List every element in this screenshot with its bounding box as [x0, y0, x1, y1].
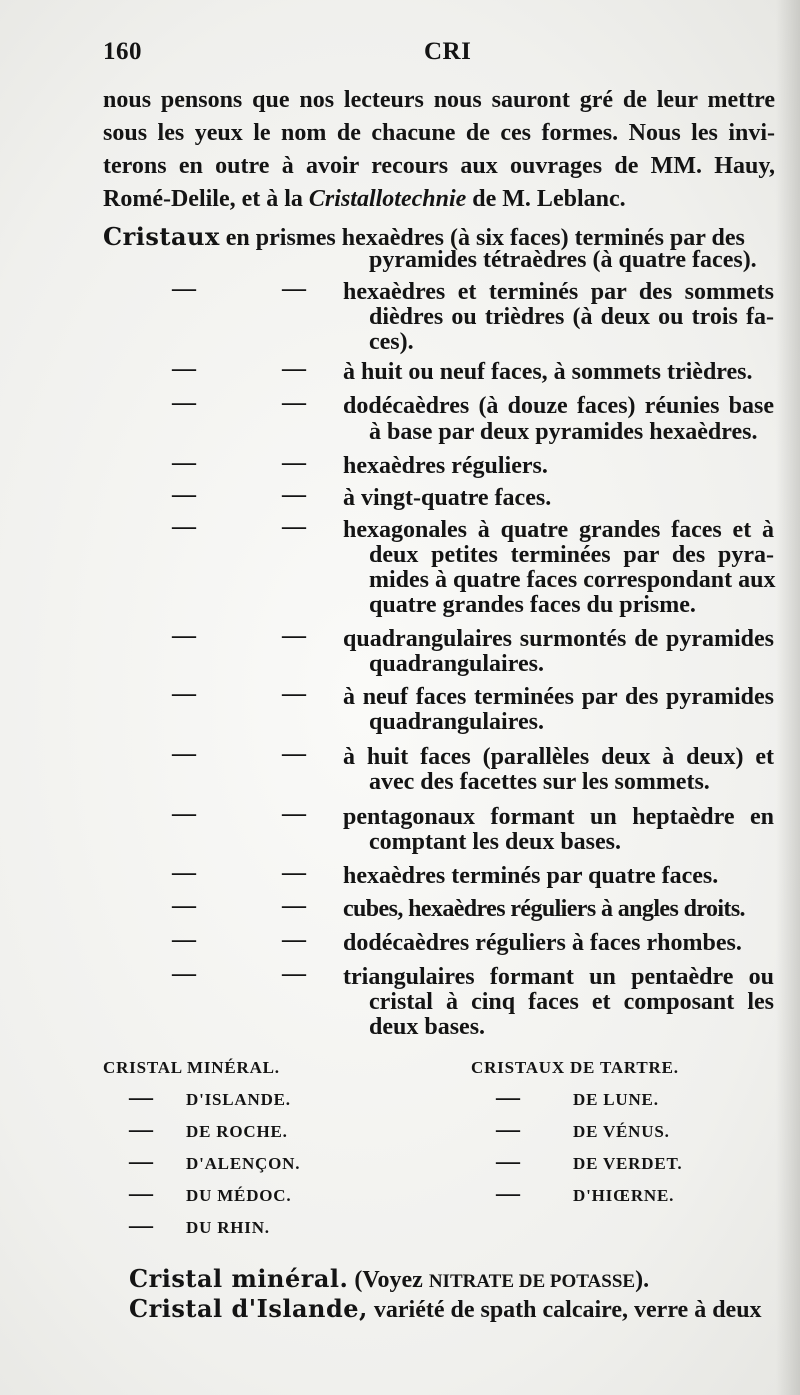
ditto-dash: —	[172, 450, 196, 476]
footer-entry-1-smallcaps: NITRATE DE POTASSE	[428, 1271, 636, 1292]
ditto-dash: —	[172, 681, 196, 707]
entry-10-first: pentagonaux formant un heptaèdre en	[343, 804, 774, 830]
entry-14-cont-1: cristal à cinq faces et composant les	[369, 989, 774, 1015]
entry-7-cont-1: quadrangulaires.	[369, 651, 544, 677]
entry-keyword: Cristaux	[103, 222, 220, 251]
entry-12-first: cubes, hexaèdres réguliers à angles droits.	[343, 896, 745, 922]
ditto-dash: —	[129, 1149, 153, 1175]
ditto-dash: —	[172, 860, 196, 886]
entry-9-first: à huit faces (parallèles deux à deux) et	[343, 744, 774, 770]
ditto-dash: —	[172, 623, 196, 649]
ditto-dash: —	[172, 741, 196, 767]
entry-14-first: triangulaires formant un pentaèdre ou	[343, 964, 774, 990]
list-left-item: DU RHIN.	[186, 1218, 270, 1237]
entry-1-cont-1: dièdres ou trièdres (à deux ou trois fa-	[369, 304, 774, 330]
ditto-dash: —	[496, 1181, 520, 1207]
entry-9-cont-1: avec des facettes sur les sommets.	[369, 769, 710, 795]
ditto-dash: —	[282, 356, 306, 382]
ditto-dash: —	[172, 927, 196, 953]
entry-1-cont-2: ces).	[369, 329, 414, 355]
footer-entry-1-text-after: ).	[635, 1267, 650, 1293]
entry-7-first: quadrangulaires surmontés de pyramides	[343, 626, 774, 652]
entry-2-first: à huit ou neuf faces, à sommets trièdres.	[343, 359, 753, 385]
entry-6-cont-1: deux petites terminées par des pyra-	[369, 542, 774, 568]
entry-14-cont-2: deux bases.	[369, 1014, 486, 1040]
ditto-dash: —	[129, 1117, 153, 1143]
list-left-title: CRISTAL MINÉRAL.	[103, 1058, 280, 1077]
ditto-dash: —	[172, 801, 196, 827]
footer-entry-1-keyword: Cristal minéral.	[129, 1264, 349, 1293]
ditto-dash: —	[129, 1085, 153, 1111]
ditto-dash: —	[282, 482, 306, 508]
ditto-dash: —	[282, 390, 306, 416]
intro-text-before: Romé-Delile, et à la	[103, 186, 309, 212]
entry-10-cont-1: comptant les deux bases.	[369, 829, 622, 855]
list-left-item: DU MÉDOC.	[186, 1186, 292, 1205]
intro-italic-title: Cristallotechnie	[308, 186, 467, 212]
ditto-dash: —	[282, 801, 306, 827]
ditto-dash: —	[496, 1085, 520, 1111]
entry-1-first: hexaèdres et terminés par des sommets	[343, 279, 774, 305]
ditto-dash: —	[496, 1117, 520, 1143]
ditto-dash: —	[129, 1181, 153, 1207]
ditto-dash: —	[282, 927, 306, 953]
ditto-dash: —	[282, 860, 306, 886]
page-edge-shadow	[776, 0, 800, 1395]
ditto-dash: —	[129, 1213, 153, 1239]
entry-11-first: hexaèdres terminés par quatre faces.	[343, 863, 719, 889]
ditto-dash: —	[172, 961, 196, 987]
entry-13-first: dodécaèdres réguliers à faces rhombes.	[343, 930, 742, 956]
ditto-dash: —	[282, 961, 306, 987]
list-left-item: DE ROCHE.	[186, 1122, 288, 1141]
list-right-item: DE VÉNUS.	[573, 1122, 670, 1141]
list-left-item: D'ALENÇON.	[186, 1154, 301, 1173]
running-head: CRI	[424, 38, 472, 65]
list-left-item: D'ISLANDE.	[186, 1090, 291, 1109]
footer-entry-1-text-before: (Voyez	[348, 1267, 429, 1293]
page-number: 160	[103, 38, 142, 65]
intro-text-after: de M. Leblanc.	[466, 186, 626, 212]
entry-lead-text: en prismes hexaèdres (à six faces) terminés par des	[225, 225, 745, 251]
entry-8-first: à neuf faces terminées par des pyramides	[343, 684, 774, 710]
ditto-dash: —	[172, 276, 196, 302]
list-right-title: CRISTAUX DE TARTRE.	[471, 1058, 679, 1077]
entry-3-cont-1: à base par deux pyramides hexaèdres.	[369, 419, 758, 445]
ditto-dash: —	[172, 390, 196, 416]
entry-5-first: à vingt-quatre faces.	[343, 485, 552, 511]
footer-entry-2-keyword: Cristal d'Islande,	[129, 1294, 368, 1323]
entry-0-cont-1: pyramides tétraèdres (à quatre faces).	[369, 247, 757, 273]
ditto-dash: —	[496, 1149, 520, 1175]
ditto-dash: —	[172, 356, 196, 382]
ditto-dash: —	[172, 514, 196, 540]
intro-line-4	[103, 183, 626, 216]
ditto-dash: —	[282, 623, 306, 649]
ditto-dash: —	[282, 893, 306, 919]
intro-line-3: terons en outre à avoir recours aux ouvrages de MM. Hauy,	[103, 153, 775, 179]
ditto-dash: —	[282, 514, 306, 540]
footer-entry-2	[129, 1292, 762, 1327]
ditto-dash: —	[282, 450, 306, 476]
entry-6-cont-3: quatre grandes faces du prisme.	[369, 592, 696, 618]
ditto-dash: —	[282, 741, 306, 767]
intro-line-2: sous les yeux le nom de chacune de ces formes. Nous les invi-	[103, 120, 775, 146]
footer-entry-2-text: variété de spath calcaire, verre à deux	[367, 1297, 762, 1323]
ditto-dash: —	[172, 482, 196, 508]
intro-line-1: nous pensons que nos lecteurs nous sauront gré de leur mettre	[103, 87, 775, 113]
ditto-dash: —	[282, 276, 306, 302]
ditto-dash: —	[282, 681, 306, 707]
entry-3-first: dodécaèdres (à douze faces) réunies base	[343, 393, 774, 419]
entry-4-first: hexaèdres réguliers.	[343, 453, 548, 479]
entry-8-cont-1: quadrangulaires.	[369, 709, 544, 735]
entry-6-first: hexagonales à quatre grandes faces et à	[343, 517, 774, 543]
list-right-item: D'HIŒRNE.	[573, 1186, 675, 1205]
list-right-item: DE LUNE.	[573, 1090, 659, 1109]
ditto-dash: —	[172, 893, 196, 919]
list-right-item: DE VERDET.	[573, 1154, 683, 1173]
entry-6-cont-2: mides à quatre faces correspondant aux	[369, 567, 776, 593]
